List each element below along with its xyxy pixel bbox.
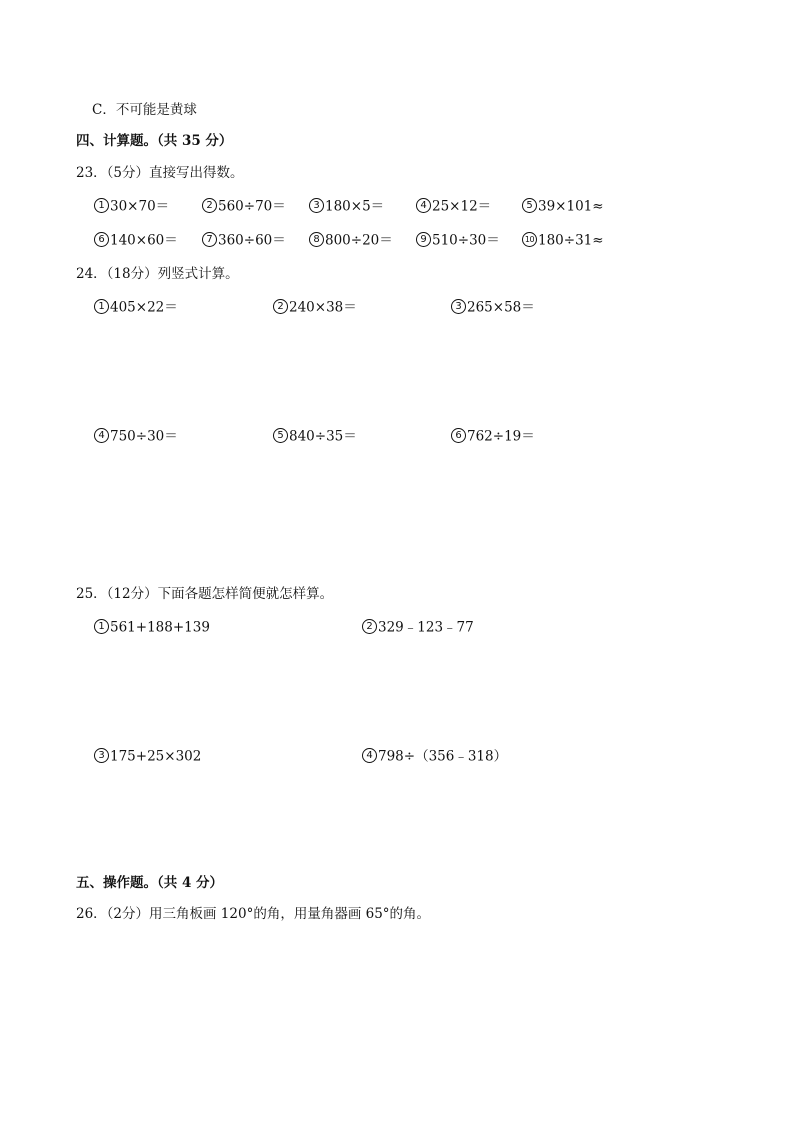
q24-item-5-number: 5 xyxy=(273,428,288,443)
q25-item-2-expr: 329﹣123﹣77 xyxy=(378,619,474,636)
q24-item-6 xyxy=(451,427,535,446)
q25-item-1 xyxy=(94,618,210,637)
q23-item-1-number: 1 xyxy=(94,198,109,213)
q23-item-6-expr: 140×60＝ xyxy=(110,232,178,249)
q23-item-4 xyxy=(416,197,491,216)
q23-item-1-expr: 30×70＝ xyxy=(110,198,170,215)
q23-item-7-expr: 360÷60＝ xyxy=(218,232,286,249)
q23-item-5-number: 5 xyxy=(522,198,537,213)
q25-item-3-expr: 175+25×302 xyxy=(110,748,202,765)
q24-item-3-expr: 265×58＝ xyxy=(467,299,535,316)
q25-item-4 xyxy=(362,747,507,766)
q25-item-1-expr: 561+188+139 xyxy=(110,619,210,636)
q23-item-9-number: 9 xyxy=(416,232,431,247)
q24-title: 24．（18分）列竖式计算。 xyxy=(76,266,239,282)
q24-item-1-number: 1 xyxy=(94,299,109,314)
q23-item-5 xyxy=(522,197,604,216)
q23-item-10-expr: 180÷31≈ xyxy=(538,232,604,249)
q24-item-6-expr: 762÷19＝ xyxy=(467,428,535,445)
q23-item-8-number: 8 xyxy=(309,232,324,247)
q25-item-2 xyxy=(362,618,474,637)
q24-item-2-number: 2 xyxy=(273,299,288,314)
q23-item-3 xyxy=(309,197,384,216)
q23-item-4-number: 4 xyxy=(416,198,431,213)
option-c: C．不可能是黄球 xyxy=(92,102,197,118)
q24-item-5 xyxy=(273,427,357,446)
q23-item-2-expr: 560÷70＝ xyxy=(218,198,286,215)
q25-item-4-expr: 798÷（356﹣318） xyxy=(378,748,508,765)
q23-item-1 xyxy=(94,197,169,216)
q23-item-8-expr: 800÷20＝ xyxy=(325,232,393,249)
q23-item-3-number: 3 xyxy=(309,198,324,213)
q23-item-6-number: 6 xyxy=(94,232,109,247)
q24-item-4-number: 4 xyxy=(94,428,109,443)
q25-item-3 xyxy=(94,747,201,766)
q23-item-10-number: 10 xyxy=(522,232,537,247)
q25-item-1-number: 1 xyxy=(94,619,109,634)
q23-item-6 xyxy=(94,231,178,250)
q23-item-7-number: 7 xyxy=(202,232,217,247)
q24-item-3 xyxy=(451,298,535,317)
section-5-title: 五、操作题。（共 4 分） xyxy=(76,875,224,891)
q25-item-2-number: 2 xyxy=(362,619,377,634)
q23-item-9-expr: 510÷30＝ xyxy=(432,232,500,249)
q24-item-2-expr: 240×38＝ xyxy=(289,299,357,316)
q23-item-2 xyxy=(202,197,286,216)
q25-item-4-number: 4 xyxy=(362,748,377,763)
q23-item-10 xyxy=(522,231,604,250)
q24-item-4-expr: 750÷30＝ xyxy=(110,428,178,445)
q24-item-4 xyxy=(94,427,178,446)
q24-item-6-number: 6 xyxy=(451,428,466,443)
q23-item-4-expr: 25×12＝ xyxy=(432,198,492,215)
q23-item-7 xyxy=(202,231,286,250)
q24-item-5-expr: 840÷35＝ xyxy=(289,428,357,445)
q26-title: 26．（2分）用三角板画 120°的角，用量角器画 65°的角。 xyxy=(76,906,431,922)
q25-item-3-number: 3 xyxy=(94,748,109,763)
q24-item-3-number: 3 xyxy=(451,299,466,314)
q24-item-2 xyxy=(273,298,357,317)
q23-item-5-expr: 39×101≈ xyxy=(538,198,604,215)
q24-item-1-expr: 405×22＝ xyxy=(110,299,178,316)
q24-item-1 xyxy=(94,298,178,317)
q23-item-3-expr: 180×5＝ xyxy=(325,198,385,215)
q23-item-9 xyxy=(416,231,500,250)
section-4-title: 四、计算题。（共 35 分） xyxy=(76,133,233,149)
q23-item-8 xyxy=(309,231,393,250)
q23-item-2-number: 2 xyxy=(202,198,217,213)
q25-title: 25．（12分）下面各题怎样简便就怎样算。 xyxy=(76,586,334,602)
q23-title: 23．（5分）直接写出得数。 xyxy=(76,165,244,181)
